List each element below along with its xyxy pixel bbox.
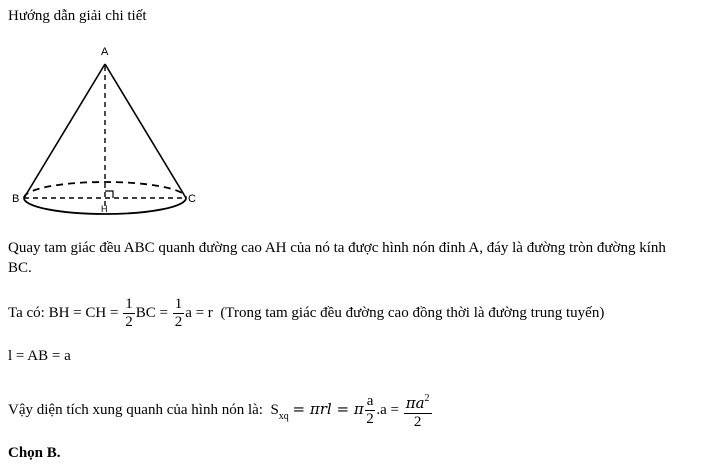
p2-prefix: Ta có: BH = CH =: [8, 304, 119, 321]
fraction-numerator: 1: [125, 296, 133, 312]
p2-tail: a = r: [185, 304, 213, 321]
p4-prefix: Vậy diện tích xung quanh của hình nón là:: [8, 401, 263, 418]
fraction-numerator-base: πa: [405, 394, 425, 412]
paragraph-2: [8, 296, 604, 331]
lateral-area-subscript: xq: [278, 410, 289, 422]
paragraph-1-line-1: Quay tam giác đều ABC quanh đường cao AH của nó ta được hình nón đỉnh A, đáy là đường tròn đường kính: [8, 240, 666, 256]
p4-eq1: = πrl = π: [292, 399, 364, 418]
answer: Chọn B.: [8, 445, 61, 461]
heading: Hướng dẫn giải chi tiết: [8, 8, 147, 24]
paragraph-1: [8, 238, 666, 278]
p2-middle: BC =: [135, 304, 168, 321]
label-h: H: [101, 204, 108, 214]
paragraph-3: l = AB = a: [8, 348, 71, 364]
fraction-half-1: [123, 296, 135, 331]
fraction-half-2: [173, 296, 185, 331]
label-b: B: [12, 193, 20, 205]
cone-right-side: [105, 64, 186, 198]
fraction-a-over-2: [365, 393, 376, 428]
paragraph-1-line-2: BC.: [8, 260, 32, 276]
paragraph-4: [8, 390, 433, 431]
label-c: C: [188, 193, 196, 205]
fraction-numerator: a: [366, 393, 374, 409]
p4-eq2: .a =: [376, 401, 399, 418]
cone-figure: [8, 40, 208, 225]
fraction-pi-a-squared-over-2: [404, 390, 432, 431]
label-a: A: [101, 46, 109, 58]
fraction-numerator-exponent: 2: [424, 393, 430, 404]
fraction-denominator: 2: [174, 314, 183, 330]
fraction-denominator: 2: [413, 414, 422, 430]
fraction-numerator: 1: [174, 296, 183, 312]
lateral-area-symbol: S: [270, 401, 279, 418]
fraction-denominator: 2: [125, 314, 133, 330]
fraction-denominator: 2: [366, 411, 374, 427]
fraction-numerator: [404, 390, 432, 414]
p2-note: (Trong tam giác đều đường cao đồng thời là đường trung tuyến): [220, 304, 605, 321]
right-angle-mark: [105, 191, 113, 198]
cone-left-side: [24, 64, 105, 198]
